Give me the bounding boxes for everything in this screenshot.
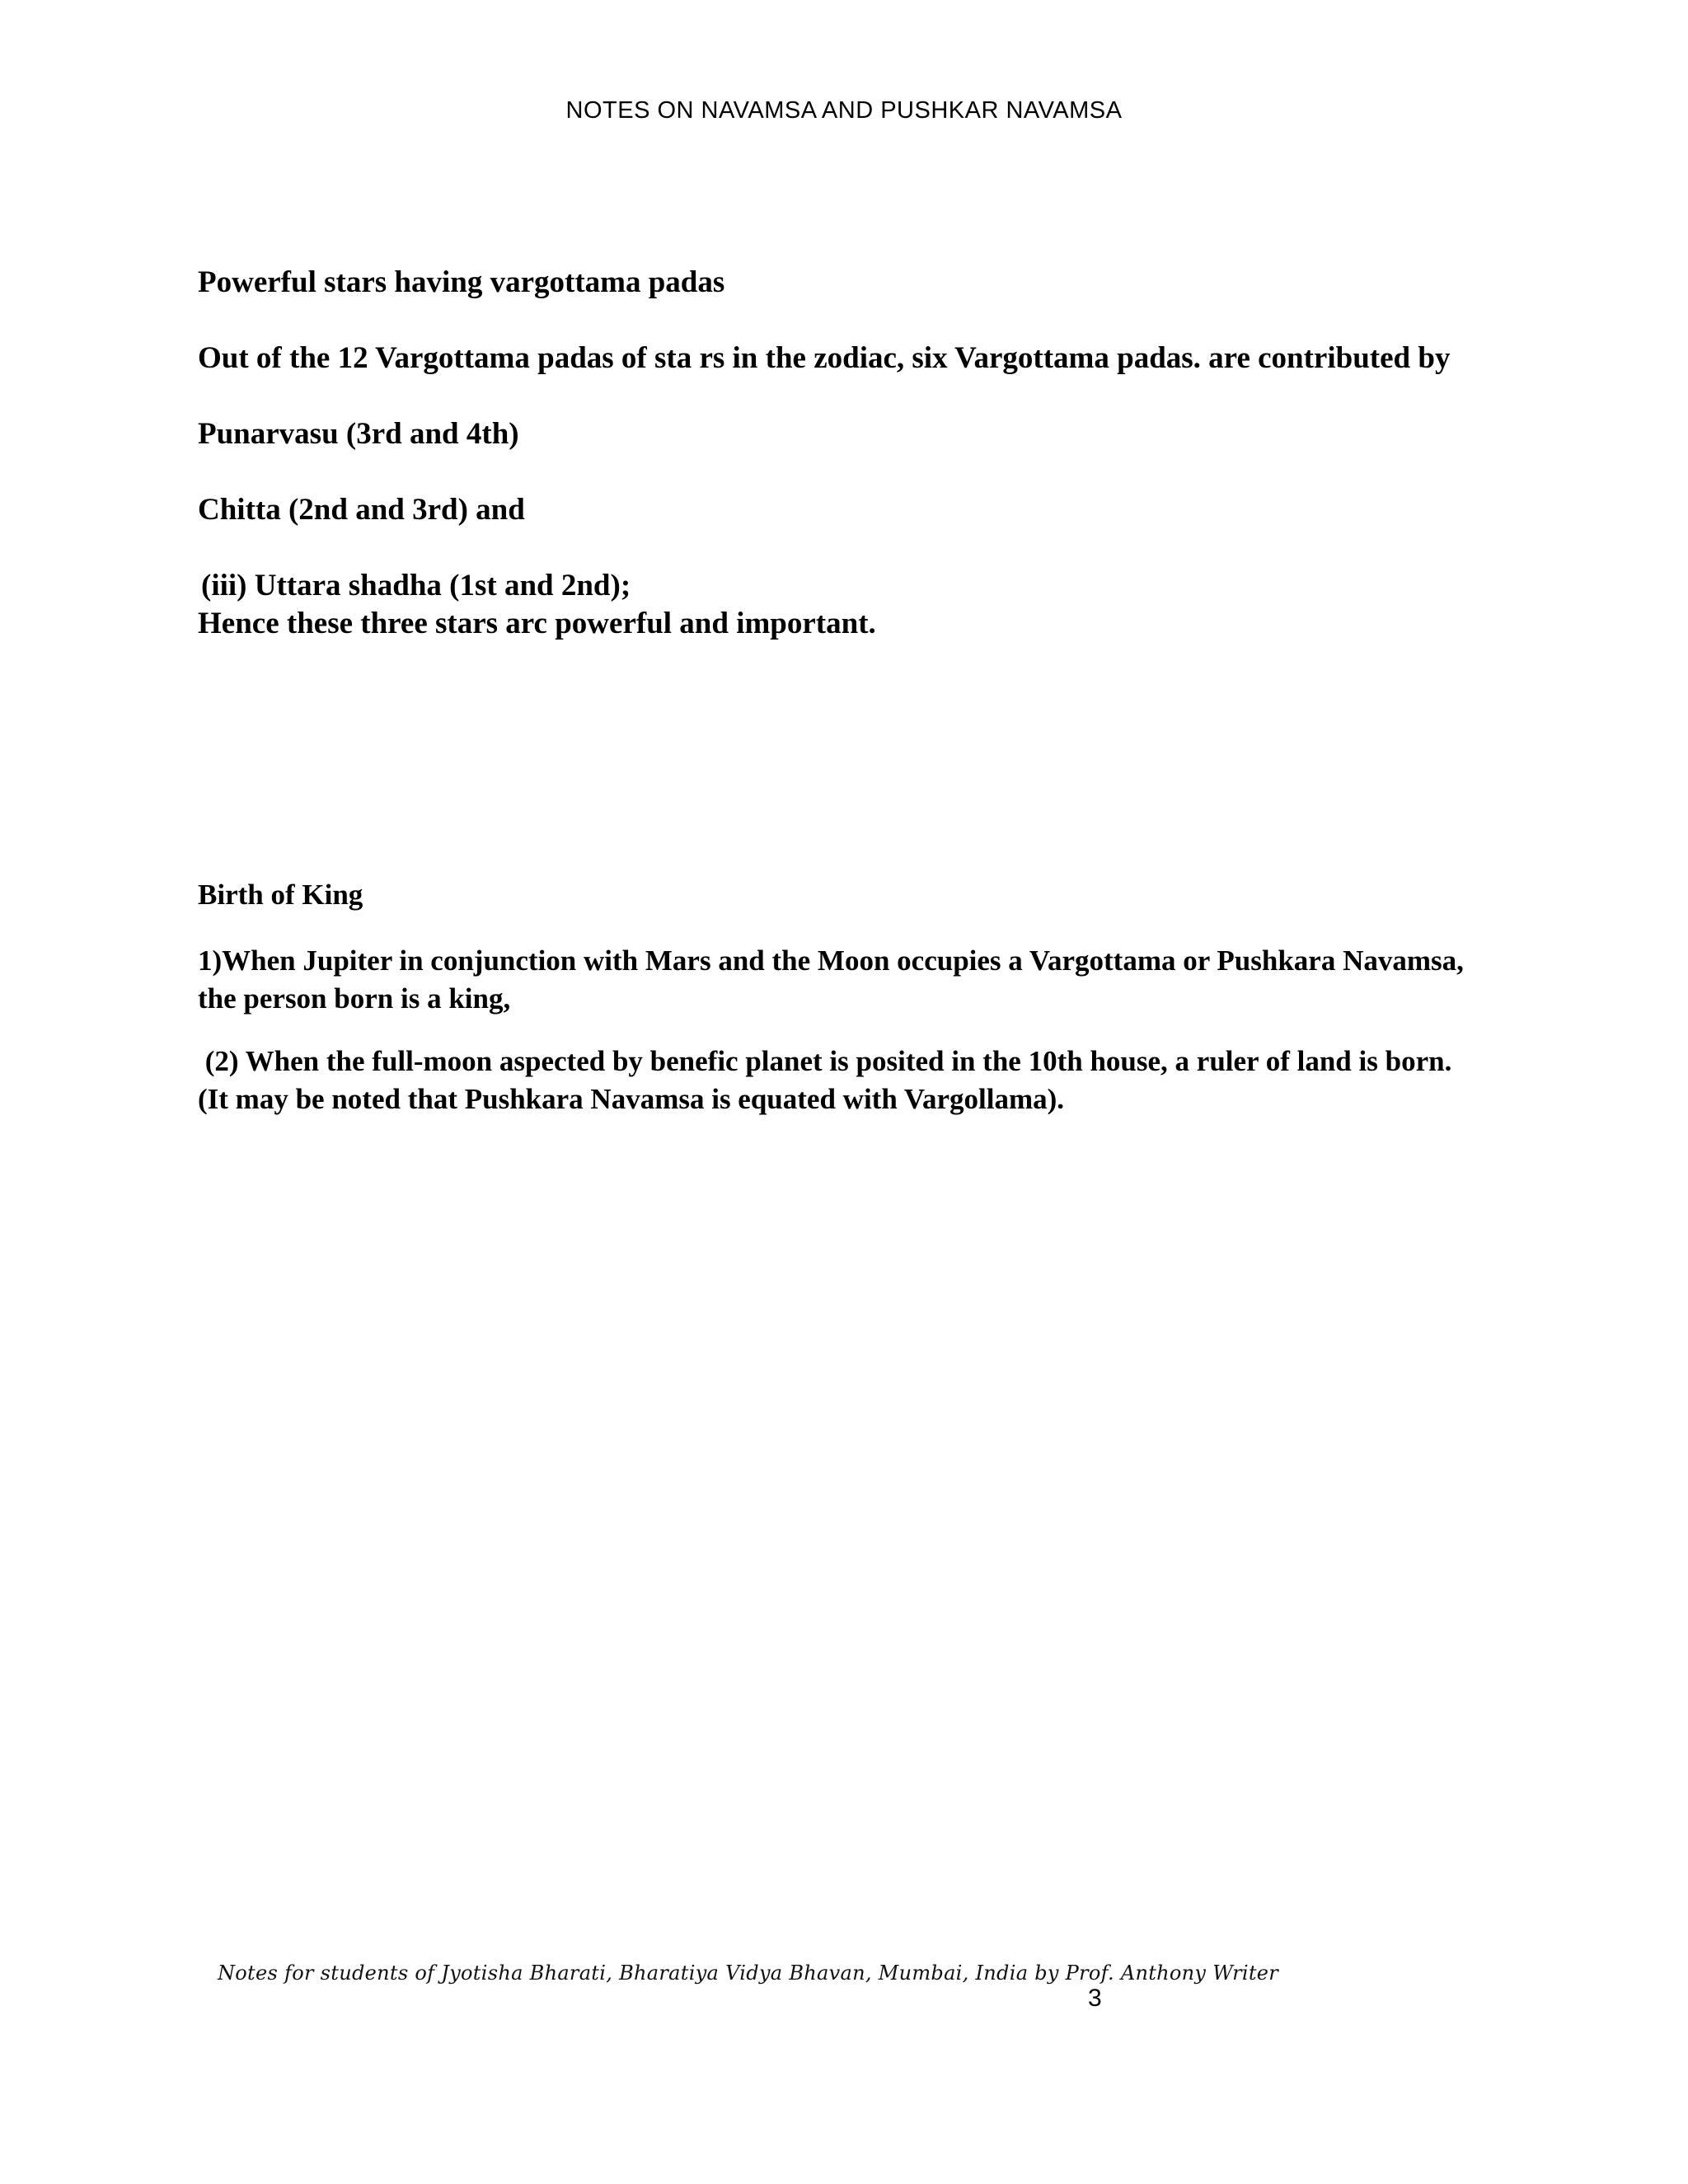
- page-number: 3: [1088, 1985, 1102, 2012]
- section-heading: Birth of King: [198, 879, 363, 911]
- paragraph: (2) When the full-moon aspected by benefic planet is posited in the 10th house, a ruler of land is born. (It may be noted that Pushkara Navamsa is equated with Vargollama).: [198, 1045, 1460, 1115]
- list-item: Punarvasu (3rd and 4th): [198, 417, 519, 451]
- running-header: NOTES ON NAVAMSA AND PUSHKAR NAVAMSA: [565, 97, 1123, 124]
- section-heading: Powerful stars having vargottama padas: [198, 265, 725, 299]
- list-item: Chitta (2nd and 3rd) and: [198, 493, 525, 527]
- list-item: (iii) Uttara shadha (1st and 2nd);: [201, 569, 631, 602]
- paragraph: Out of the 12 Vargottama padas of sta rs in the zodiac, six Vargottama padas. are contributed by: [198, 341, 1451, 375]
- conclusion: Hence these three stars arc powerful and important.: [198, 607, 876, 640]
- section-birth-of-king: [198, 876, 1484, 1143]
- section-vargottama: [198, 264, 1484, 643]
- paragraph: 1)When Jupiter in conjunction with Mars and the Moon occupies a Vargottama or Pushkara Navamsa, the person born is a king,: [198, 944, 1464, 1015]
- footer-note: Notes for students of Jyotisha Bharati, Bharatiya Vidya Bhavan, Mumbai, India by Prof. Anthony Writer: [218, 1961, 1279, 1985]
